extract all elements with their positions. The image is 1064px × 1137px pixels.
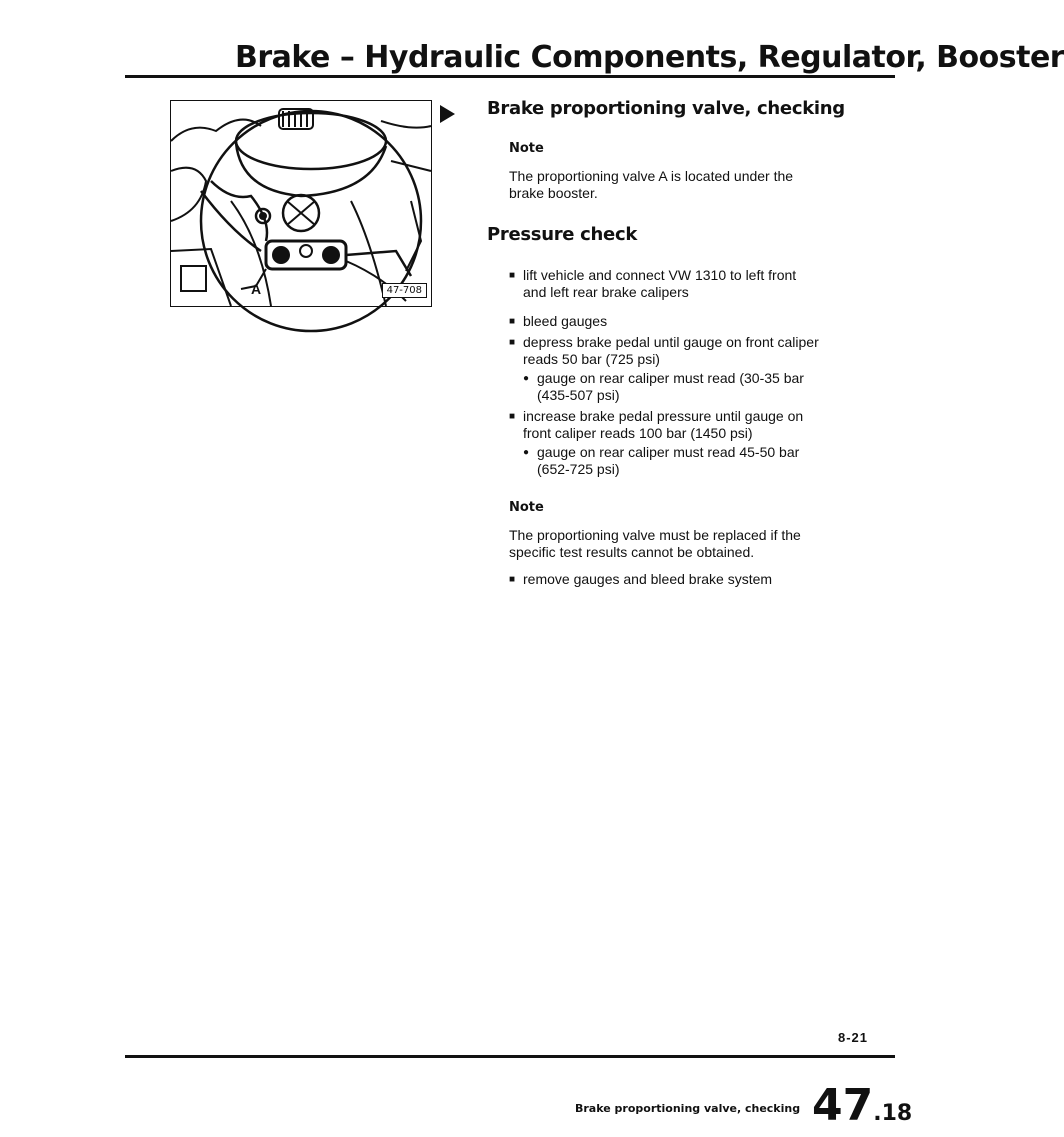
list-item: ■ remove gauges and bleed brake system [509, 571, 823, 588]
step-list [487, 267, 867, 478]
brake-illustration [170, 100, 432, 307]
page-title: Brake – Hydraulic Components, Regulator, Booster [235, 40, 1064, 75]
instructions [487, 98, 867, 592]
list-item: ■ lift vehicle and connect VW 1310 to left front and left rear brake calipers [509, 267, 823, 301]
sub-list-item: ● gauge on rear caliper must read 45-50 bar (652-725 psi) [523, 444, 807, 478]
page-number-major: 47 [812, 1080, 874, 1131]
page-code: 8-21 [838, 1030, 869, 1045]
note-heading-2: Note [509, 500, 544, 515]
section-heading-pressure: Pressure check [487, 224, 638, 245]
step-text: increase brake pedal pressure until gauge on front caliper reads 100 bar (1450 psi) [523, 408, 804, 441]
footer-caption: Brake proportioning valve, checking [575, 1102, 801, 1115]
step-text: depress brake pedal until gauge on front caliper reads 50 bar (725 psi) [523, 334, 819, 367]
note-text-1: The proportioning valve A is located under the brake booster. [509, 168, 794, 201]
section-heading-valve: Brake proportioning valve, checking [487, 98, 845, 119]
footer-rule [125, 1055, 895, 1058]
list-item [509, 334, 823, 404]
pointer-arrow-icon [440, 105, 455, 123]
list-item [509, 408, 823, 478]
page-number [812, 1080, 912, 1131]
note-block-2 [487, 500, 867, 561]
header-rule [125, 75, 895, 78]
note-text-2: The proportioning valve must be replaced if the specific test results cannot be obtained. [509, 527, 801, 560]
page-number-minor: .18 [873, 1101, 913, 1126]
callout-a: A [251, 281, 262, 297]
final-step-list [487, 571, 867, 588]
note-block-1 [487, 141, 867, 202]
sub-list-item: ● gauge on rear caliper must read (30-35 bar (435-507 psi) [523, 370, 807, 404]
brake-booster-drawing [171, 101, 431, 306]
note-heading-1: Note [509, 141, 544, 156]
list-item: ■ bleed gauges [509, 313, 823, 330]
figure-id-label: 47-708 [382, 283, 427, 298]
